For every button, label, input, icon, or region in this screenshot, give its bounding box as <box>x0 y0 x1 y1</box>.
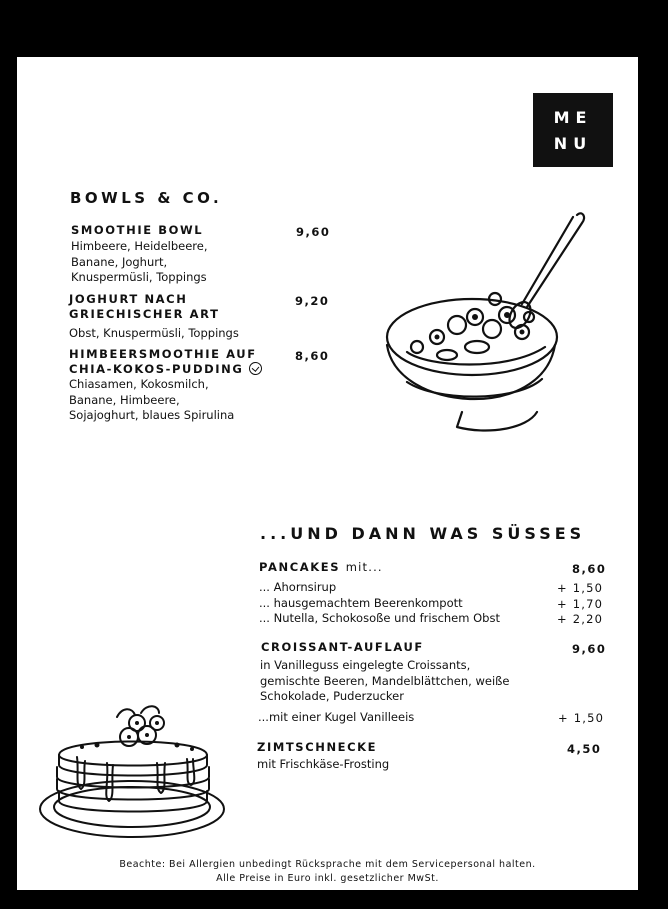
smoothie-bowl-illustration <box>377 207 597 437</box>
pancakes-suffix: mit... <box>345 560 383 574</box>
pancakes-price: 8,60 <box>572 562 607 576</box>
pancakes-option: ... Nutella, Schokosoße und frischem Obst <box>259 611 500 625</box>
sweets-section-title: ...UND DANN WAS SÜSSES <box>260 524 586 543</box>
menu-page <box>17 57 638 890</box>
smoothie-bowl-price: 9,60 <box>296 225 331 239</box>
zimtschnecke-name: ZIMTSCHNECKE <box>257 740 378 754</box>
menu-badge-line1: ME <box>553 108 593 127</box>
pancakes-option-price: + 1,70 <box>557 597 604 611</box>
footer-price-note: Alle Preise in Euro inkl. gesetzlicher MwSt. <box>216 873 439 884</box>
himbeersmoothie-desc <box>69 377 234 424</box>
croissant-option: ...mit einer Kugel Vanilleeis <box>258 710 415 724</box>
joghurt-name <box>69 292 220 322</box>
croissant-option-price: + 1,50 <box>558 711 605 725</box>
zimtschnecke-desc: mit Frischkäse-Frosting <box>257 757 390 771</box>
pancake-stack-illustration <box>37 697 232 842</box>
smoothie-bowl-desc-line: Himbeere, Heidelbeere, <box>71 239 208 253</box>
himbeersmoothie-name-line: HIMBEERSMOOTHIE AUF <box>69 347 257 361</box>
croissant-name: CROISSANT-AUFLAUF <box>261 640 424 654</box>
zimtschnecke-price: 4,50 <box>567 742 602 756</box>
smoothie-bowl-desc <box>71 239 208 286</box>
himbeersmoothie-name <box>69 347 262 377</box>
smoothie-bowl-desc-line: Knuspermüsli, Toppings <box>71 270 207 284</box>
pancakes-option-price: + 2,20 <box>557 612 604 626</box>
menu-badge <box>533 93 613 167</box>
smoothie-bowl-name: SMOOTHIE BOWL <box>71 223 204 237</box>
himbeersmoothie-price: 8,60 <box>295 349 330 363</box>
croissant-desc-line: gemischte Beeren, Mandelblättchen, weiße <box>260 673 510 688</box>
pancakes-option: ... Ahornsirup <box>259 580 337 594</box>
pancakes-name <box>259 560 383 575</box>
joghurt-name-line: JOGHURT NACH <box>69 292 188 306</box>
croissant-desc-line: in Vanilleguss eingelegte Croissants, <box>260 658 471 672</box>
croissant-price: 9,60 <box>572 642 607 656</box>
bowls-section-title: BOWLS & CO. <box>70 189 223 207</box>
himbeersmoothie-name-line: CHIA-KOKOS-PUDDING <box>69 362 244 376</box>
footer-allergy-note: Beachte: Bei Allergien unbedingt Rücksprache mit dem Servicepersonal halten. <box>119 859 536 870</box>
menu-badge-line2: NU <box>553 134 593 153</box>
vegan-icon <box>249 362 262 375</box>
himbeersmoothie-desc-line: Chiasamen, Kokosmilch, <box>69 377 209 391</box>
joghurt-name-line: GRIECHISCHER ART <box>69 307 220 321</box>
pancakes-title: PANCAKES <box>259 560 341 574</box>
smoothie-bowl-desc-line: Banane, Joghurt, <box>71 254 168 269</box>
croissant-desc-line: Schokolade, Puderzucker <box>260 689 404 703</box>
joghurt-desc: Obst, Knuspermüsli, Toppings <box>69 326 239 340</box>
himbeersmoothie-desc-line: Sojajoghurt, blaues Spirulina <box>69 408 235 422</box>
croissant-desc <box>260 658 509 705</box>
himbeersmoothie-desc-line: Banane, Himbeere, <box>69 392 180 407</box>
pancakes-option-price: + 1,50 <box>557 581 604 595</box>
joghurt-price: 9,20 <box>295 294 330 308</box>
pancakes-option: ... hausgemachtem Beerenkompott <box>259 596 463 610</box>
